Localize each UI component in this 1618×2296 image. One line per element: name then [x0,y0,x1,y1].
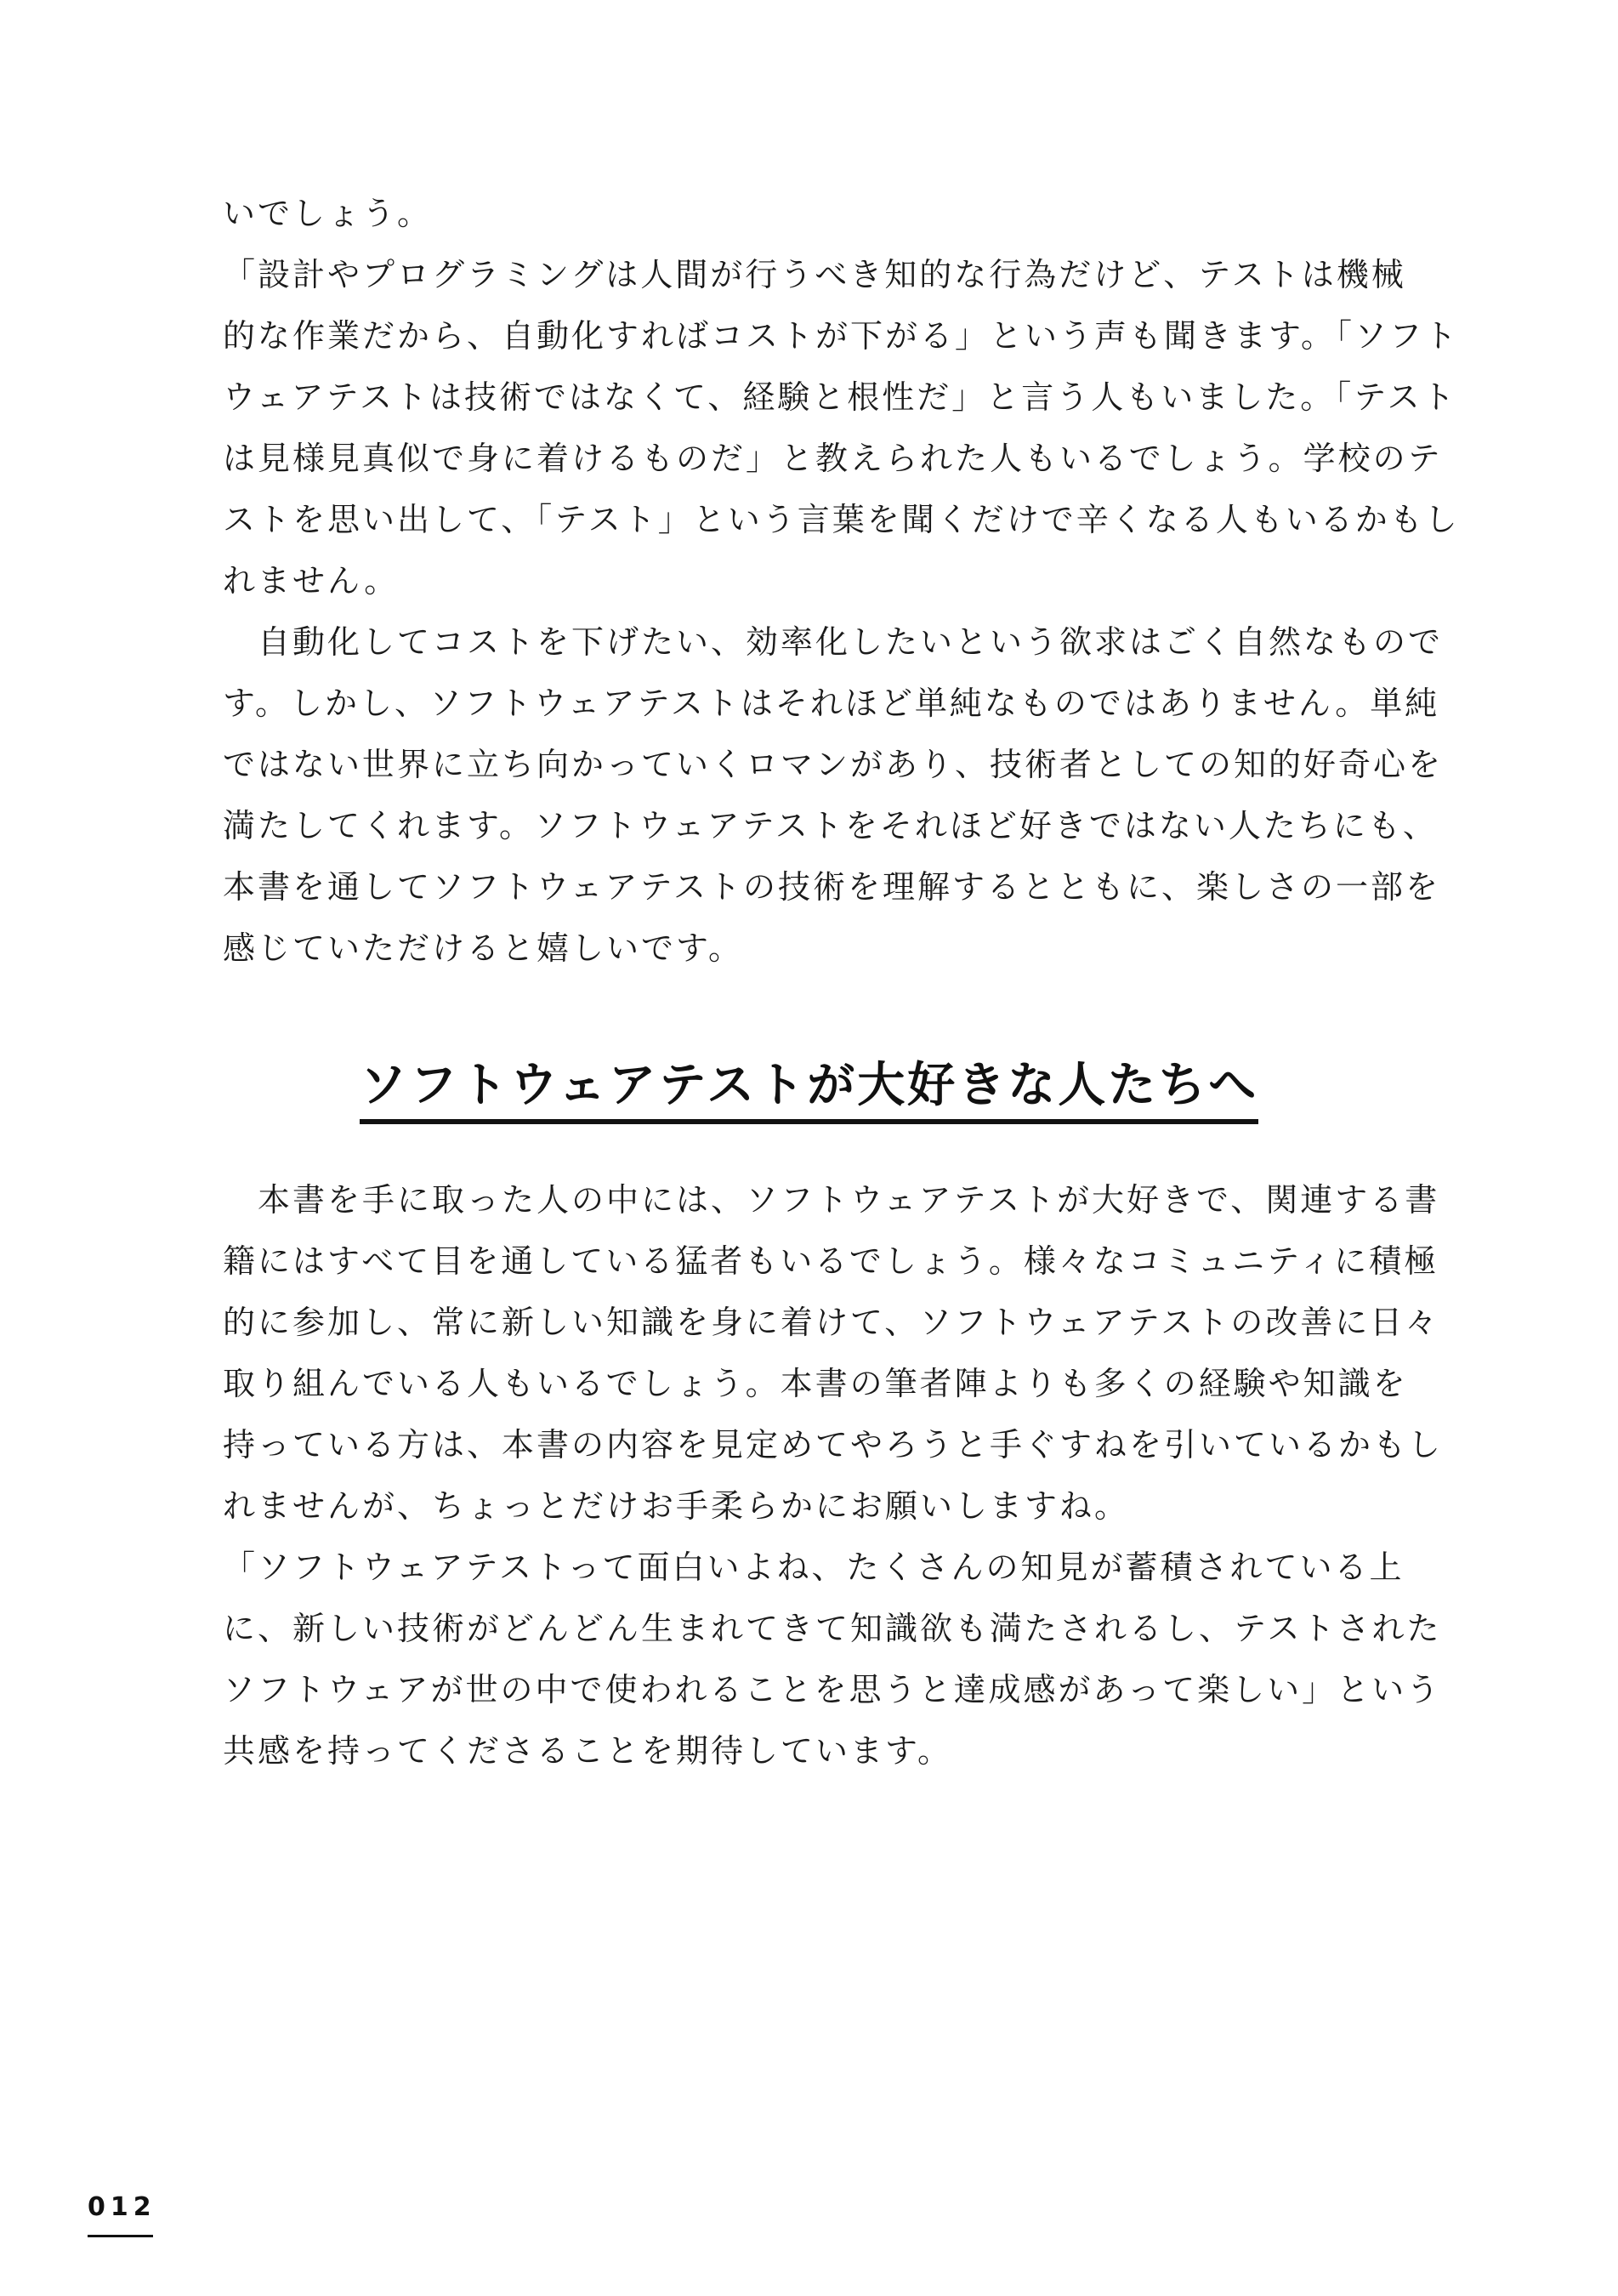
paragraph-line: 「設計やプログラミングは人間が行うべき知的な行為だけど、テストは機械 [223,256,1406,293]
paragraph-line: 的な作業だから、自動化すればコストが下がる」という声も聞きます。「ソフト [223,317,1459,355]
page-number: 012 [88,2192,156,2222]
paragraph-line: は見様見真似で身に着けるものだ」と教えられた人もいるでしょう。学校のテ [223,440,1443,477]
section-heading [0,1048,1618,1124]
paragraph-line: 自動化してコストを下げたい、効率化したいという欲求はごく自然なもので [223,623,1444,661]
paragraph-line: 「ソフトウェアテストって面白いよね、たくさんの知見が蓄積されている上 [223,1549,1405,1586]
paragraph-line: 感じていただけると嬉しいです。 [223,929,743,967]
paragraph-line: す。しかし、ソフトウェアテストはそれほど単純なものではありません。単純 [223,685,1440,722]
paragraph-line: 満たしてくれます。ソフトウェアテストをそれほど好きではない人たちにも、 [223,807,1438,844]
paragraph-line: いでしょう。 [223,195,433,232]
paragraph-line: ではない世界に立ち向かっていくロマンがあり、技術者としての知的好奇心を [223,746,1444,783]
section-heading-text: ソフトウェアテストが大好きな人たちへ [360,1048,1259,1124]
page-number-underline [88,2235,153,2237]
paragraph-line: ウェアテストは技術ではなくて、経験と根性だ」と言う人もいました。「テスト [223,378,1457,416]
paragraph-line: ソフトウェアが世の中で使われることを思うと達成感があって楽しい」という [223,1671,1442,1708]
paragraph-line: に、新しい技術がどんどん生まれてきて知識欲も満たされるし、テストされた [223,1610,1442,1647]
paragraph-line: 取り組んでいる人もいるでしょう。本書の筆者陣よりも多くの経験や知識を [223,1365,1408,1402]
paragraph-line: 持っている方は、本書の内容を見定めてやろうと手ぐすねを引いているかもし [223,1426,1444,1463]
paragraph-line: れませんが、ちょっとだけお手柔らかにお願いしますね。 [223,1487,1130,1525]
paragraph-line: 籍にはすべて目を通している猛者もいるでしょう。様々なコミュニティに積極 [223,1242,1439,1280]
paragraph-line: 共感を持ってくださることを期待しています。 [223,1732,952,1770]
body-text-section-1 [223,183,1460,979]
body-text-section-2 [223,1169,1444,1782]
paragraph-line: ストを思い出して、「テスト」という言葉を聞くだけで辛くなる人もいるかもし [223,501,1460,538]
paragraph-line: れません。 [223,562,400,600]
paragraph-line: 的に参加し、常に新しい知識を身に着けて、ソフトウェアテストの改善に日々 [223,1304,1440,1341]
paragraph-line: 本書を通してソフトウェアテストの技術を理解するとともに、楽しさの一部を [223,868,1440,906]
paragraph-line: 本書を手に取った人の中には、ソフトウェアテストが大好きで、関連する書 [223,1181,1440,1219]
